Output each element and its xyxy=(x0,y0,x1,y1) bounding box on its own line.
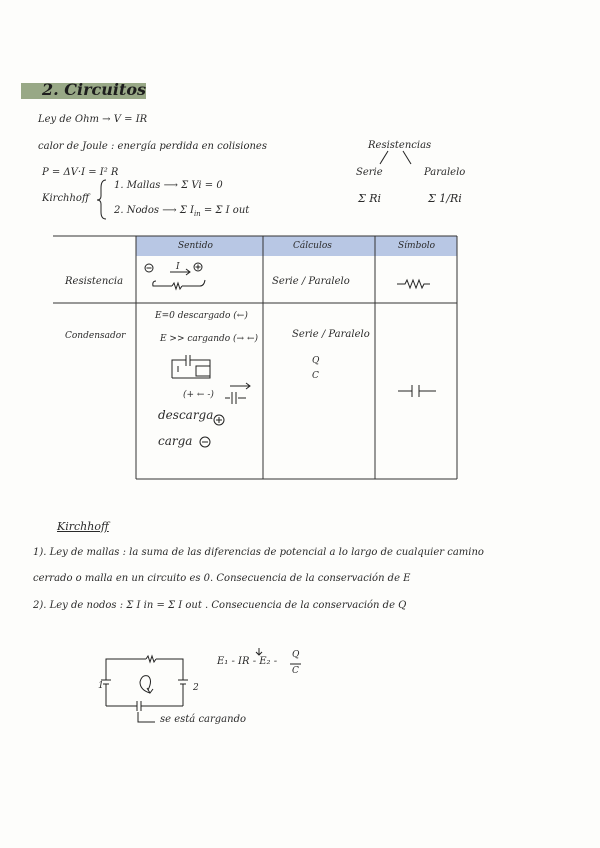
resistencia-calculo: Serie / Paralelo xyxy=(272,276,350,287)
condensador-bottom: (+ ← -) xyxy=(183,390,214,400)
row-label-condensador: Condensador xyxy=(65,331,126,341)
circuit-note: se está cargando xyxy=(160,714,247,725)
resistencia-current: I xyxy=(176,262,180,272)
section-title: 2. Circuitos xyxy=(42,80,147,99)
capacitor-symbol xyxy=(398,385,436,397)
ley-mallas: 1). Ley de mallas : la suma de las diferencias de potencial a lo largo de cualquier camino xyxy=(33,547,484,558)
circuit-label-1: 1 xyxy=(98,681,104,691)
paralelo-formula: Σ 1/Ri xyxy=(428,192,462,205)
fraction-q: Q xyxy=(312,356,320,366)
ohm-law: Ley de Ohm → V = IR xyxy=(38,114,148,125)
circuit-equation: E₁ - IR - E₂ - xyxy=(217,656,278,667)
circuit-label-2: 2 xyxy=(193,683,199,693)
circuit-frac-c: C xyxy=(292,666,299,676)
row-label-resistencia: Resistencia xyxy=(65,276,124,287)
resistencias-serie: Serie xyxy=(356,167,383,178)
header-calculos: Cálculos xyxy=(293,241,332,251)
condensador-line-1: E=0 descargado (←) xyxy=(155,311,248,321)
kirchhoff-label: Kirchhoff xyxy=(42,193,90,204)
kirchhoff-heading: Kirchhoff xyxy=(57,520,109,533)
header-simbolo: Símbolo xyxy=(398,241,436,251)
kirchhoff-brace xyxy=(97,180,106,219)
nodos-in: in xyxy=(193,210,201,218)
condensador-line-2: E >> cargando (→ ←) xyxy=(160,334,259,344)
joule-heat: calor de Joule : energía perdida en colisiones xyxy=(38,141,267,152)
mallas-rule: 1. Mallas ⟶ Σ Vi = 0 xyxy=(114,180,223,191)
resistencias-title: Resistencias xyxy=(368,140,432,151)
condensador-calculo: Serie / Paralelo xyxy=(292,329,370,340)
nodos-prefix: 2. Nodos ⟶ Σ I xyxy=(114,205,194,216)
power-formula: P = ΔV·I = I² R xyxy=(42,167,119,178)
ley-mallas-cont: cerrado o malla en un circuito es 0. Consecuencia de la conservación de E xyxy=(33,573,411,584)
arrow-serie xyxy=(380,151,388,164)
circuit-frac-q: Q xyxy=(292,650,300,660)
nodos-suffix: = Σ I out xyxy=(203,205,250,216)
resistencia-sentido-sketch xyxy=(145,263,205,289)
table-grid xyxy=(53,236,457,479)
resistencias-paralelo: Paralelo xyxy=(424,167,466,178)
circuit-drawing xyxy=(101,648,301,722)
descarga-label: descarga xyxy=(158,408,214,422)
resistor-symbol xyxy=(397,280,430,288)
arrow-paralelo xyxy=(403,151,411,164)
capacitor-sketch xyxy=(172,355,250,447)
fraction-c: C xyxy=(312,371,319,381)
carga-label: carga xyxy=(158,434,193,448)
ley-nodos: 2). Ley de nodos : Σ I in = Σ I out . Consecuencia de la conservación de Q xyxy=(33,600,407,611)
serie-formula: Σ Ri xyxy=(358,192,382,205)
header-sentido: Sentido xyxy=(178,241,213,251)
